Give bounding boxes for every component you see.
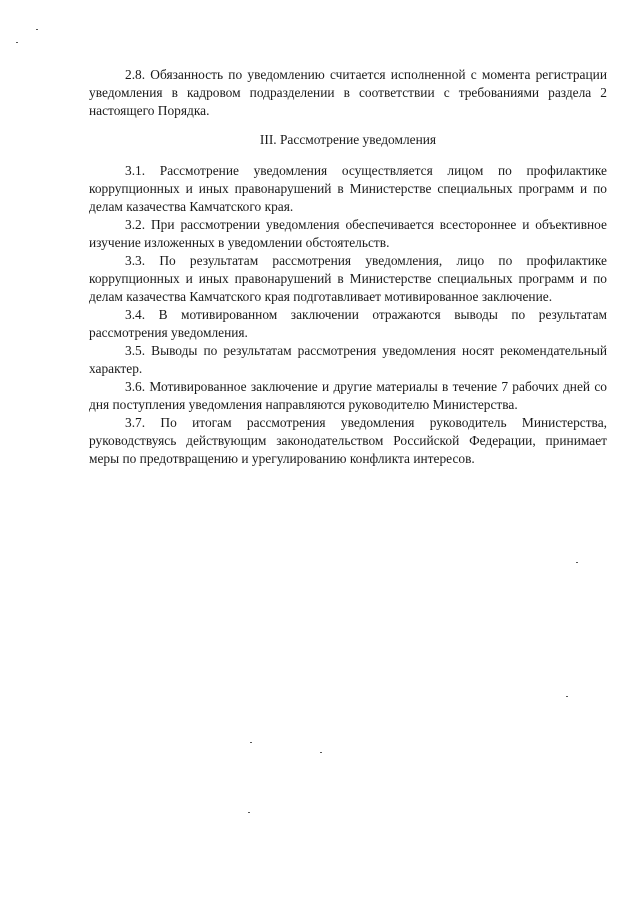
paragraph-3-4: 3.4. В мотивированном заключении отражаются выводы по результатам рассмотрения уведомления. [89, 307, 607, 340]
paragraph-3-3: 3.3. По результатам рассмотрения уведомления, лицо по профилактике коррупционных и иных правонарушений в Министерстве специальных программ и по делам казачества Камчатского края подготавливает мотивированное заключение. [89, 253, 607, 304]
scan-speck [248, 812, 250, 813]
paragraph-3-6: 3.6. Мотивированное заключение и другие материалы в течение 7 рабочих дней со дня поступления уведомления направляются руководителю Министерства. [89, 379, 607, 412]
paragraph-3-2: 3.2. При рассмотрении уведомления обеспечивается всестороннее и объективное изучение изложенных в уведомлении обстоятельств. [89, 217, 607, 250]
scan-speck [576, 562, 578, 563]
paragraph-3-5: 3.5. Выводы по результатам рассмотрения уведомления носят рекомендательный характер. [89, 343, 607, 376]
document-body [89, 66, 607, 468]
paragraph-3-7: 3.7. По итогам рассмотрения уведомления руководитель Министерства, руководствуясь действующим законодательством Российской Федерации, принимает меры по предотвращению и урегулированию конфликта интересов. [89, 415, 607, 466]
scan-speck [36, 29, 38, 30]
paragraph-2-8: 2.8. Обязанность по уведомлению считается исполненной с момента регистрации уведомления в кадровом подразделении в соответствии с требованиями раздела 2 настоящего Порядка. [89, 67, 607, 118]
scan-speck [250, 742, 252, 743]
paragraph-3-1: 3.1. Рассмотрение уведомления осуществляется лицом по профилактике коррупционных и иных правонарушений в Министерстве специальных программ и по делам казачества Камчатского края. [89, 163, 607, 214]
scan-speck [320, 752, 322, 753]
scan-speck [16, 42, 18, 43]
section-heading: III. Рассмотрение уведомления [259, 132, 437, 147]
scan-speck [566, 696, 568, 697]
